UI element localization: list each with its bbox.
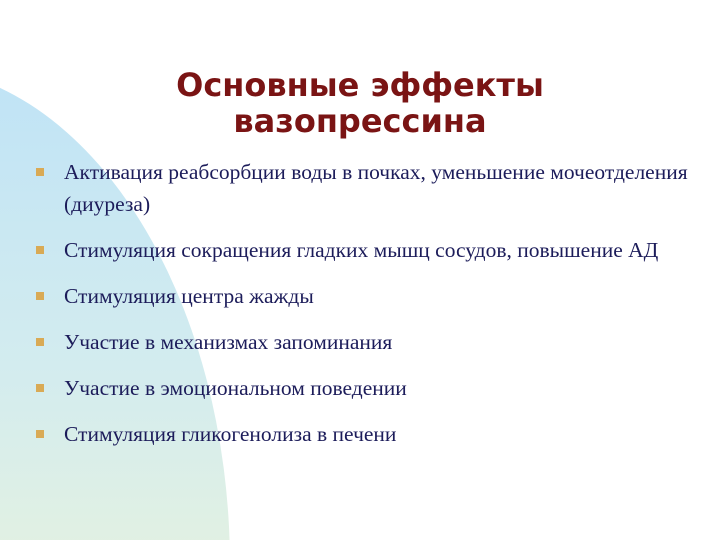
bullet-text: Участие в механизмах запоминания	[64, 330, 393, 354]
title-line-1: Основные эффекты	[176, 66, 544, 105]
square-bullet-icon	[36, 292, 44, 300]
bullet-text: Участие в эмоциональном поведении	[64, 376, 407, 400]
bullet-item	[36, 156, 696, 220]
square-bullet-icon	[36, 246, 44, 254]
bullet-item	[36, 326, 696, 358]
title-line-2: вазопрессина	[233, 102, 487, 141]
bullet-text: Активация реабсорбции воды в почках, уменьшение мочеотделения (диуреза)	[64, 160, 688, 216]
bullet-item	[36, 234, 696, 266]
bullet-text: Стимуляция сокращения гладких мышц сосудов, повышение АД	[64, 238, 659, 262]
bullet-text: Стимуляция гликогенолиза в печени	[64, 422, 397, 446]
bullet-item	[36, 418, 696, 450]
bullet-item	[36, 372, 696, 404]
bullet-item	[36, 280, 696, 312]
slide-title	[150, 67, 570, 139]
bullet-list	[36, 156, 696, 464]
square-bullet-icon	[36, 168, 44, 176]
square-bullet-icon	[36, 384, 44, 392]
square-bullet-icon	[36, 338, 44, 346]
bullet-text: Стимуляция центра жажды	[64, 284, 314, 308]
square-bullet-icon	[36, 430, 44, 438]
